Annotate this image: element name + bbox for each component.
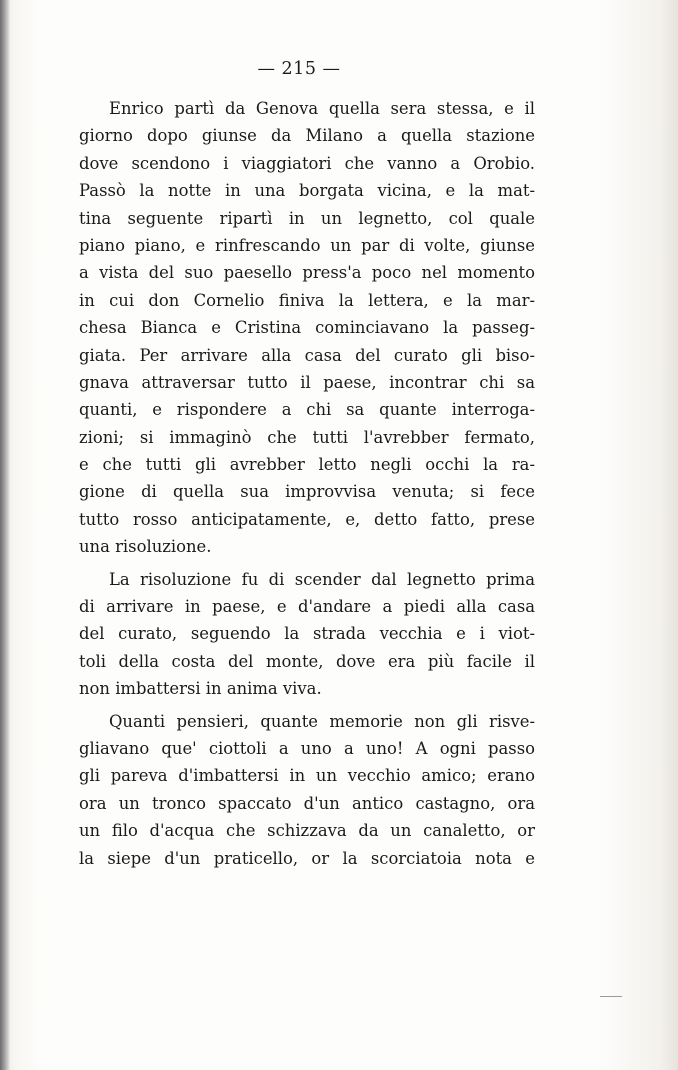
text-line: gione di quella sua improvvisa venuta; si fece <box>79 482 535 502</box>
text-line: giata. Per arrivare alla casa del curato gli biso- <box>79 345 535 365</box>
text-line: a vista del suo paesello press'a poco nel momento <box>79 263 535 283</box>
text-line: non imbattersi in anima viva. <box>79 679 322 699</box>
text-line: Enrico partì da Genova quella sera stessa, e il <box>109 99 535 118</box>
body-text <box>79 95 535 872</box>
text-line: piano piano, e rinfrescando un par di volte, giunse <box>79 235 535 255</box>
text-line: ora un tronco spaccato d'un antico castagno, ora <box>79 793 535 813</box>
text-line: quanti, e rispondere a chi sa quante interroga- <box>79 400 535 420</box>
text-line: gli pareva d'imbattersi in un vecchio amico; erano <box>79 766 535 786</box>
text-line: la siepe d'un praticello, or la scorciatoia nota e <box>79 848 535 868</box>
paragraph <box>79 566 535 703</box>
book-spine-shadow <box>0 0 10 1070</box>
text-line: del curato, seguendo la strada vecchia e i viot- <box>79 624 535 644</box>
text-line: toli della costa del monte, dove era più facile il <box>79 651 535 671</box>
text-line: tutto rosso anticipatamente, e, detto fatto, prese <box>79 509 535 529</box>
page-number: — 215 — <box>257 59 341 79</box>
paper-speck <box>600 996 622 997</box>
text-line: un filo d'acqua che schizzava da un canaletto, or <box>79 821 535 841</box>
text-line: giorno dopo giunse da Milano a quella stazione <box>79 126 535 146</box>
text-line: e che tutti gli avrebber letto negli occhi la ra- <box>79 455 535 475</box>
text-line: Passò la notte in una borgata vicina, e la mat- <box>79 181 535 201</box>
text-line: chesa Bianca e Cristina cominciavano la passeg- <box>79 318 535 338</box>
text-line: di arrivare in paese, e d'andare a piedi alla casa <box>79 597 535 617</box>
text-line: tina seguente ripartì in un legnetto, col quale <box>79 208 535 228</box>
text-line: La risoluzione fu di scender dal legnetto prima <box>109 569 535 589</box>
paragraph <box>79 95 535 561</box>
text-line: zioni; si immaginò che tutti l'avrebber fermato, <box>79 427 535 447</box>
text-line: gliavano que' ciottoli a uno a uno! A ogni passo <box>79 738 535 758</box>
paragraph <box>79 708 535 872</box>
text-line: Quanti pensieri, quante memorie non gli risve- <box>109 711 535 731</box>
text-line: dove scendono i viaggiatori che vanno a Orobio. <box>79 153 535 173</box>
text-line: in cui don Cornelio finiva la lettera, e la mar- <box>79 290 535 310</box>
text-line: gnava attraversar tutto il paese, incontrar chi sa <box>79 372 535 392</box>
text-line: una risoluzione. <box>79 537 212 557</box>
